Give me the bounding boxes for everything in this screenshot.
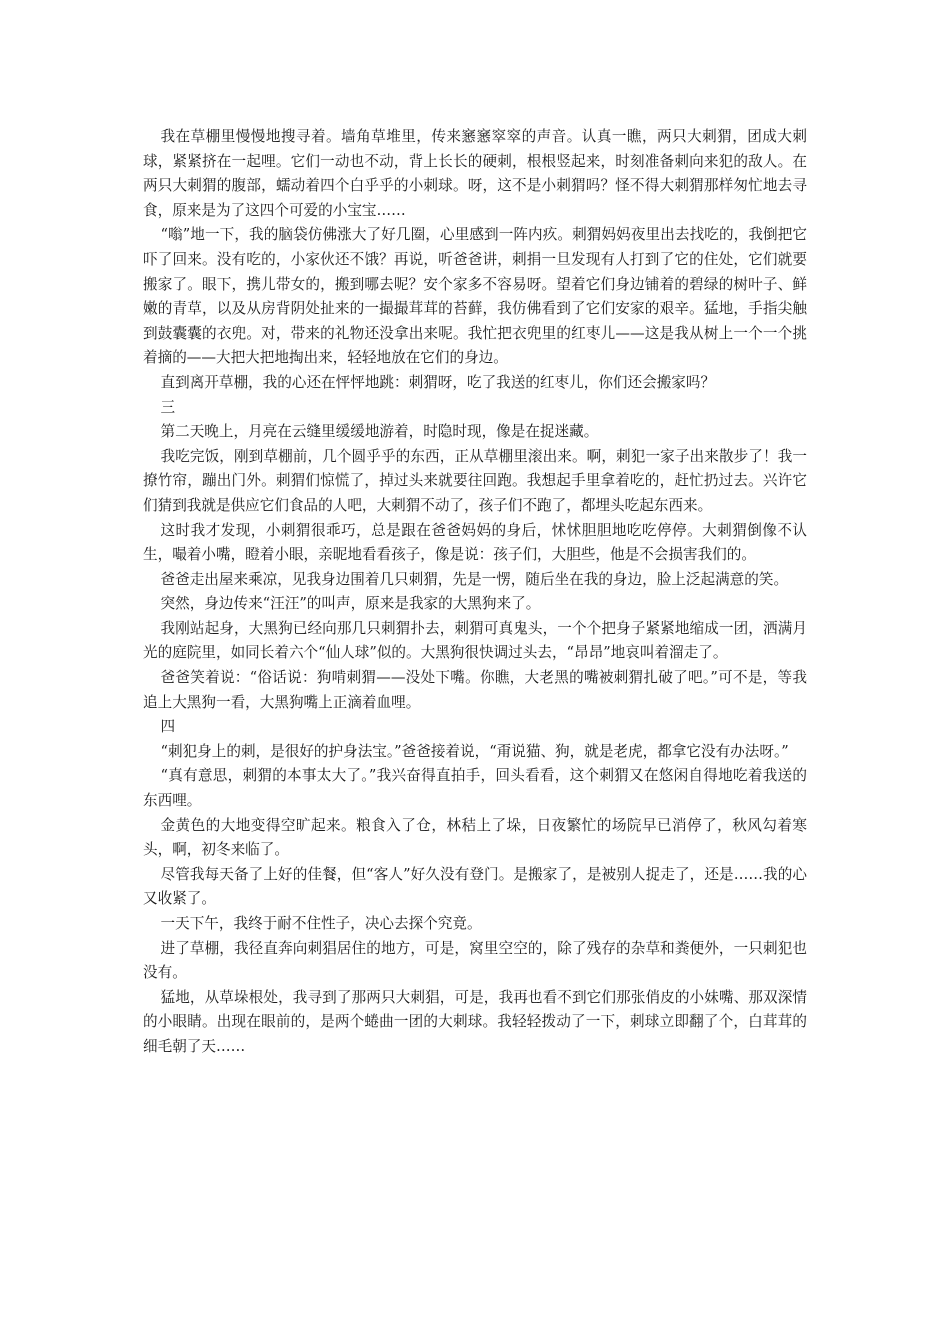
paragraph: 直到离开草棚，我的心还在怦怦地跳：刺猬呀，吃了我送的红枣儿，你们还会搬家吗？ xyxy=(160,373,716,391)
document-page xyxy=(143,125,807,1060)
paragraph: 爸爸笑着说：“俗话说：狗啃刺猬——没处下嘴。你瞧，大老黑的嘴被刺猬扎破了吧。”可不是，等我追上大黑狗一看，大黑狗嘴上正滴着血哩。 xyxy=(143,669,807,711)
paragraph: 尽管我每天备了上好的佳餐，但“客人”好久没有登门。是搬家了，是被别人捉走了，还是……我的心又收紧了。 xyxy=(143,865,807,908)
paragraph: “嗡”地一下，我的脑袋仿佛涨大了好几圈，心里感到一阵内疚。刺猬妈妈夜里出去找吃的，我倒把它吓了回来。没有吃的，小家伙还不饿？再说，听爸爸讲，刺捐一旦发现有人打到了它的住处，它们就要搬家了。眼下，携儿带女的，搬到哪去呢？安个家多不容易呀。望着它们身边铺着的碧绿的树叶子、鲜嫩的青草，以及从房背阴处扯来的一撮撮茸茸的苔藓，我仿佛看到了它们安家的艰辛。猛地，手指尖触到鼓囊囊的衣兜。对，带来的礼物还没拿出来呢。我忙把衣兜里的红枣儿——这是我从树上一个一个挑着摘的——大把大把地掏出来，轻轻地放在它们的身边。 xyxy=(143,226,807,367)
paragraph: “真有意思，刺猬的本事太大了。”我兴奋得直拍手，回头看看，这个刺猬又在悠闲自得地吃着我送的东西哩。 xyxy=(143,767,807,810)
section-heading: 三 xyxy=(160,398,176,416)
paragraph: 我在草棚里慢慢地搜寻着。墙角草堆里，传来窸窸窣窣的声音。认真一瞧，两只大刺猬，团成大刺球，紧紧挤在一起哩。它们一动也不动，背上长长的硬刺，根根竖起来，时刻准备刺向来犯的敌人。在两只大刺猬的腹部，蠕动着四个白乎乎的小刺球。呀，这不是小刺猬吗？怪不得大刺猬那样匆忙地去寻食，原来是为了这四个可爱的小宝宝…… xyxy=(143,128,807,219)
paragraph: 第二天晚上，月亮在云缝里缓缓地游着，时隐时现，像是在捉迷藏。 xyxy=(160,423,599,441)
paragraph: 猛地，从草垛根处，我寻到了那两只大刺猖，可是，我再也看不到它们那张俏皮的小妹嘴、那双深情的小眼睛。出现在眼前的，是两个蜷曲一团的大刺球。我轻轻拨动了一下，刺球立即翻了个，白茸茸的细毛朝了天…… xyxy=(143,988,807,1055)
paragraph: 爸爸走出屋来乘凉，见我身边围着几只刺猬，先是一愣，随后坐在我的身边，脸上泛起满意的笑。 xyxy=(160,570,789,588)
paragraph: 我吃完饭，刚到草棚前，几个圆乎乎的东西，正从草棚里滚出来。啊，刺犯一家子出来散步了！我一撩竹帘，蹦出门外。刺猬们惊慌了，掉过头来就要往回跑。我想起手里拿着吃的，赶忙扔过去。兴许它们猜到我就是供应它们食品的人吧，大刺猬不动了，孩子们不跑了，都埋头吃起东西来。 xyxy=(143,447,807,514)
paragraph: 这时我才发现，小刺猬很乖巧，总是跟在爸爸妈妈的身后，怵怵胆胆地吃吃停停。大刺猬倒像不认生，嘬着小嘴，瞪着小眼，亲昵地看看孩子，像是说：孩子们，大胆些，他是不会损害我们的。 xyxy=(143,521,807,564)
section-heading: 四 xyxy=(160,718,176,736)
paragraph: “刺犯身上的刺，是很好的护身法宝。”爸爸接着说，“甭说猫、狗，就是老虎，都拿它没有办法呀。” xyxy=(160,742,789,760)
paragraph: 金黄色的大地变得空旷起来。粮食入了仓，林秸上了垛，日夜繁忙的场院早已消停了，秋风勾着寒头，啊，初冬来临了。 xyxy=(143,816,807,859)
paragraph: 突然，身边传来“汪汪”的叫声，原来是我家的大黑狗来了。 xyxy=(160,595,541,613)
paragraph: 我刚站起身，大黑狗已经向那几只刺猬扑去，刺猬可真鬼头，一个个把身子紧紧地缩成一团，洒满月光的庭院里，如同长着六个“仙人球”似的。大黑狗很快调过头去，“昂昂”地哀叫着溜走了。 xyxy=(143,619,807,662)
paragraph: 一天下午，我终于耐不住性子，决心去探个究竟。 xyxy=(160,915,482,932)
paragraph: 进了草棚，我径直奔向刺猖居住的地方，可是，窝里空空的，除了残存的杂草和粪便外，一只刺犯也没有。 xyxy=(143,939,807,982)
